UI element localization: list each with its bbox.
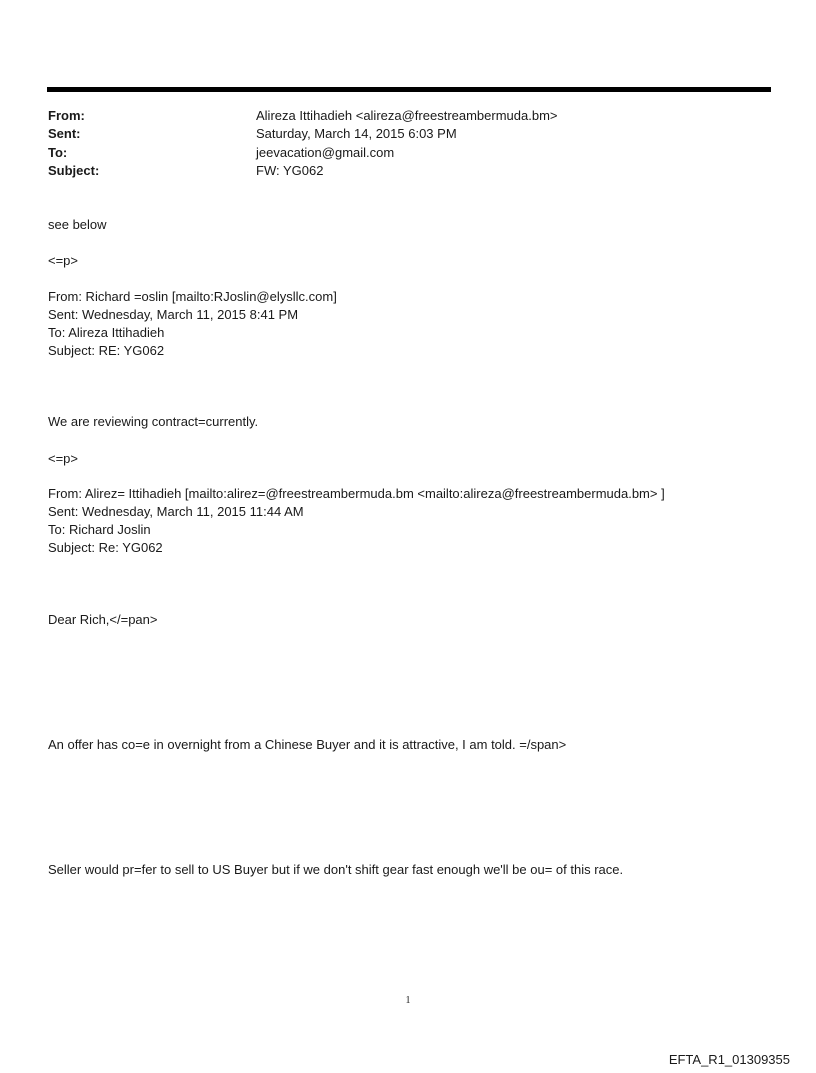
from-value: Alireza Ittihadieh <alireza@freestreambermuda.bm> (256, 108, 558, 123)
quote1-to: To: Alireza Ittihadieh (48, 325, 165, 340)
subject-value: FW: YG062 (256, 163, 324, 178)
subject-row (48, 162, 748, 180)
intro-text: see below (48, 217, 107, 232)
quote1-subject: Subject: RE: YG062 (48, 343, 165, 358)
to-value: jeevacation@gmail.com (256, 145, 395, 160)
quote2-sent: Sent: Wednesday, March 11, 2015 11:44 AM (48, 504, 304, 519)
from-label: From: (48, 108, 85, 123)
paragraph-2: Seller would pr=fer to sell to US Buyer but if we don't shift gear fast enough we'll be ou= of this race. (48, 862, 624, 877)
p-artifact-2: <=p> (48, 451, 79, 466)
page-number: 1 (405, 995, 411, 1006)
sent-value: Saturday, March 14, 2015 6:03 PM (256, 126, 457, 141)
sent-row (48, 125, 748, 143)
quote2-from: From: Alirez= Ittihadieh [mailto:alirez=@freestreambermuda.bm <mailto:alireza@freestreambermuda.bm> ] (48, 486, 665, 501)
quote2-to: To: Richard Joslin (48, 522, 151, 537)
quote1-from: From: Richard =oslin [mailto:RJoslin@elysllc.com] (48, 289, 337, 304)
quote2-subject: Subject: Re: YG062 (48, 540, 163, 555)
greeting-text: Dear Rich,</=pan> (48, 612, 158, 627)
header-divider (47, 87, 771, 92)
p-artifact-1: <=p> (48, 253, 79, 268)
from-row (48, 107, 748, 125)
bates-number: EFTA_R1_01309355 (668, 1052, 790, 1067)
sent-label: Sent: (48, 126, 81, 141)
to-row (48, 144, 748, 162)
reply-text: We are reviewing contract=currently. (48, 414, 259, 429)
to-label: To: (48, 145, 68, 160)
subject-label: Subject: (48, 163, 100, 178)
paragraph-1: An offer has co=e in overnight from a Chinese Buyer and it is attractive, I am told. =/span> (48, 737, 567, 752)
quote1-sent: Sent: Wednesday, March 11, 2015 8:41 PM (48, 307, 299, 322)
